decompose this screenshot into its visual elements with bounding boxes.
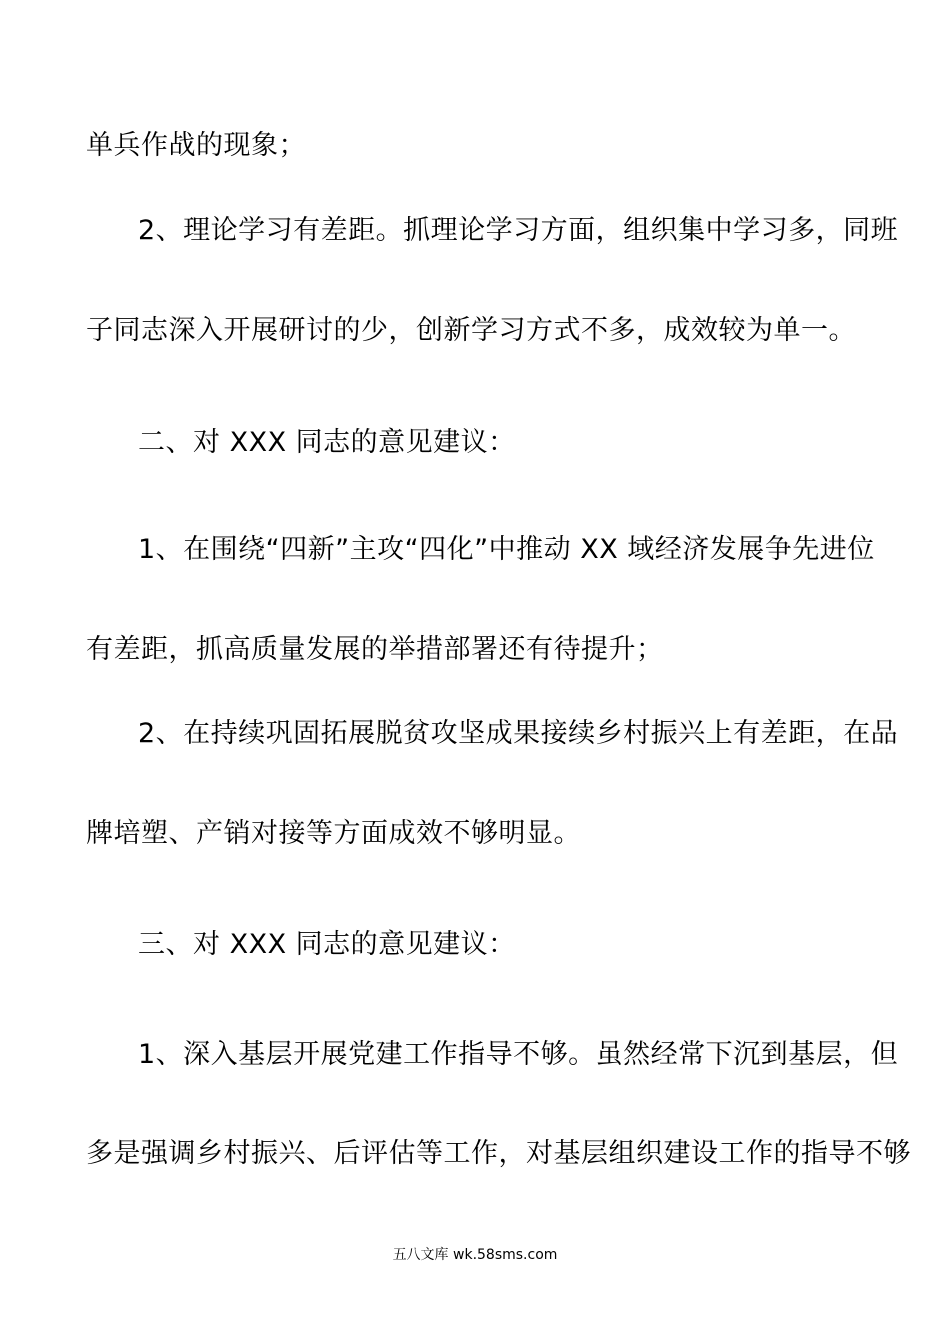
text-line: 有差距，抓高质量发展的举措部署还有待提升； xyxy=(86,634,664,665)
text-line: 多是强调乡村振兴、后评估等工作，对基层组织建设工作的指导不够 xyxy=(86,1138,911,1169)
text-line: 2、理论学习有差距。抓理论学习方面，组织集中学习多，同班 xyxy=(138,215,899,246)
text-line: 2、在持续巩固拓展脱贫攻坚成果接续乡村振兴上有差距，在品 xyxy=(138,718,899,749)
text-line: 子同志深入开展研讨的少，创新学习方式不多，成效较为单一。 xyxy=(86,315,856,346)
text-line: 牌培塑、产销对接等方面成效不够明显。 xyxy=(86,818,581,849)
section-heading: 二、对 XXX 同志的意见建议： xyxy=(138,427,516,458)
text-line: 单兵作战的现象； xyxy=(86,130,306,161)
text-line: 1、在围绕“四新”主攻“四化”中推动 XX 域经济发展争先进位 xyxy=(138,534,875,565)
section-heading: 三、对 XXX 同志的意见建议： xyxy=(138,929,516,960)
footer-watermark: 五八文库 wk.58sms.com xyxy=(392,1247,558,1263)
text-line: 1、深入基层开展党建工作指导不够。虽然经常下沉到基层，但 xyxy=(138,1039,899,1070)
